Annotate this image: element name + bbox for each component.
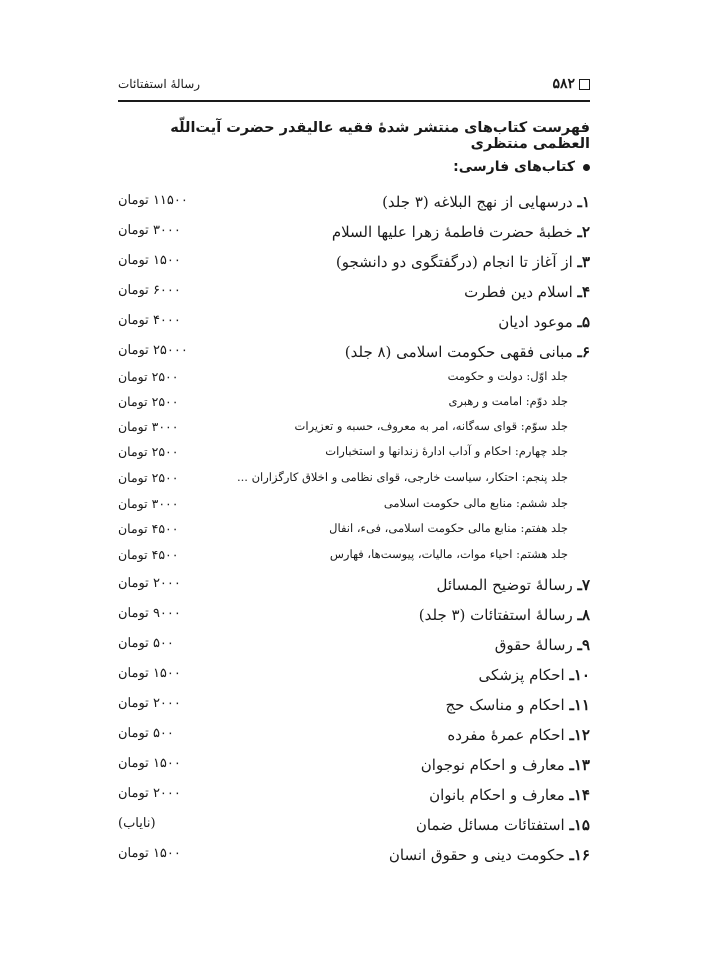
book-price [118, 816, 204, 831]
price-amount: ۱۱۵۰۰ [152, 193, 188, 208]
book-price [118, 313, 201, 328]
price-unit: تومان [118, 470, 148, 485]
price-amount: ۵۰۰ [152, 636, 174, 651]
price-amount: ۲۰۰۰ [152, 786, 181, 801]
price-unit: تومان [118, 193, 149, 208]
price-amount: ۱۵۰۰ [152, 846, 181, 861]
price-unit: (نایاب) [118, 816, 156, 831]
page-number [552, 76, 590, 92]
volume-title: جلد سوّم: قوای سه‌گانه، امر به معروف، حسبه و تعزیرات [294, 419, 568, 433]
header-rule [118, 100, 590, 102]
price-amount: ۳۰۰۰ [151, 419, 179, 434]
price-unit: تومان [118, 756, 149, 771]
book-title [436, 576, 590, 594]
book-number: ۷ـ [577, 576, 590, 594]
book-title [389, 846, 590, 864]
book-title [419, 606, 590, 624]
volume-price [118, 547, 200, 562]
price-amount: ۲۰۰۰ [152, 576, 181, 591]
price-amount: ۶۰۰۰ [152, 283, 181, 298]
book-price [118, 223, 201, 238]
volume-price [118, 369, 200, 384]
book-price [118, 756, 201, 771]
book-title-text: احکام پزشکی [478, 666, 565, 684]
price-unit: تومان [118, 786, 149, 801]
price-amount: ۱۵۰۰ [152, 666, 181, 681]
volume-price [118, 394, 200, 409]
book-title [336, 253, 590, 271]
book-title-text: رسالهٔ استفتائات (۳ جلد) [418, 606, 573, 624]
price-unit: تومان [118, 283, 149, 298]
book-title [332, 223, 590, 241]
book-title-text: حکومت دینی و حقوق انسان [388, 846, 565, 864]
book-title-text: احکام عمرهٔ مفرده [447, 726, 565, 744]
book-price [118, 253, 201, 268]
price-unit: تومان [118, 576, 149, 591]
book-title-text: خطبهٔ حضرت فاطمهٔ زهرا عليها السلام [331, 223, 573, 241]
price-amount: ۲۵۰۰ [151, 444, 179, 459]
book-title-text: احکام و مناسک حج [445, 696, 565, 714]
volume-title: جلد چهارم: احکام و آداب ادارهٔ زندانها و استخبارات [325, 444, 568, 458]
price-unit: تومان [118, 636, 149, 651]
price-unit: تومان [118, 223, 149, 238]
price-amount: ۹۰۰۰ [152, 606, 181, 621]
book-number: ۹ـ [577, 636, 590, 654]
price-unit: تومان [118, 496, 148, 511]
book-number: ۲ـ [577, 223, 590, 241]
book-title [479, 666, 590, 684]
volume-title: جلد ششم: منابع مالی حکومت اسلامی [383, 496, 568, 510]
book-title-text: معارف و احکام بانوان [429, 786, 565, 804]
book-number: ۵ـ [577, 313, 590, 331]
price-amount: ۲۰۰۰ [152, 696, 181, 711]
book-number: ۱۵ـ [569, 816, 590, 834]
book-price [118, 343, 201, 358]
price-unit: تومان [118, 343, 149, 358]
book-number: ۱۴ـ [569, 786, 590, 804]
volume-title: جلد پنجم: احتکار، سیاست خارجی، قوای نظامی و اخلاق کارگزاران ... [236, 470, 568, 484]
book-price [118, 726, 201, 741]
book-number: ۱۰ـ [569, 666, 590, 684]
book-title-text: معارف و احکام نوجوان [420, 756, 565, 774]
volume-price [118, 496, 200, 511]
book-number: ۱۳ـ [569, 756, 590, 774]
price-amount: ۴۵۰۰ [151, 521, 179, 536]
book-number: ۱۲ـ [569, 726, 590, 744]
price-amount: ۳۰۰۰ [152, 223, 181, 238]
book-title-text: استفتائات مسائل ضمان [415, 816, 565, 834]
square-icon [579, 79, 590, 90]
price-amount: ۴۰۰۰ [152, 313, 181, 328]
book-price [118, 576, 201, 591]
volume-title: جلد هفتم: منابع مالی حکومت اسلامی، فیء، انفال [329, 521, 568, 535]
book-title [345, 343, 590, 361]
price-unit: تومان [118, 521, 148, 536]
book-number: ۱۶ـ [569, 846, 590, 864]
book-title [498, 313, 590, 331]
price-unit: تومان [118, 696, 149, 711]
book-price [118, 786, 201, 801]
price-unit: تومان [118, 726, 149, 741]
volume-price [118, 521, 200, 536]
book-title-text: موعود ادیان [498, 313, 573, 331]
book-title [421, 756, 590, 774]
book-number: ۱۱ـ [569, 696, 590, 714]
book-title-text: از آغاز تا انجام (درگفتگوی دو دانشجو) [335, 253, 573, 271]
page-title: فهرست کتاب‌های منتشر شدهٔ فقیه عالیقدر حضرت آیت‌اللّه العظمی منتظری [170, 120, 590, 152]
book-title [447, 726, 590, 744]
book-number: ۴ـ [577, 283, 590, 301]
price-amount: ۱۵۰۰ [152, 253, 181, 268]
book-number: ۳ـ [577, 253, 590, 271]
book-number: ۸ـ [577, 606, 590, 624]
price-unit: تومان [118, 444, 148, 459]
bullet-icon [583, 164, 590, 171]
book-price [118, 666, 201, 681]
book-title [445, 696, 590, 714]
price-unit: تومان [118, 606, 149, 621]
price-amount: ۳۰۰۰ [151, 496, 179, 511]
price-unit: تومان [118, 666, 149, 681]
price-amount: ۵۰۰ [152, 726, 174, 741]
price-unit: تومان [118, 394, 148, 409]
price-amount: ۲۵۰۰ [151, 394, 179, 409]
price-unit: تومان [118, 547, 148, 562]
price-amount: ۴۵۰۰ [151, 547, 179, 562]
volume-title: جلد دوّم: امامت و رهبری [448, 394, 568, 408]
book-title [464, 283, 590, 301]
book-price [118, 283, 201, 298]
volume-title: جلد هشتم: احیاء موات، مالیات، پیوست‌ها، فهارس [329, 547, 568, 561]
book-title [495, 636, 590, 654]
price-unit: تومان [118, 313, 149, 328]
book-title-text: رسالهٔ توضیح المسائل [436, 576, 573, 594]
price-amount: ۲۵۰۰ [151, 470, 179, 485]
book-title [429, 786, 590, 804]
volume-price [118, 470, 200, 485]
volume-title: جلد اوّل: دولت و حکومت [447, 369, 568, 383]
volume-price [118, 444, 200, 459]
price-amount: ۱۵۰۰ [152, 756, 181, 771]
running-title: رسالهٔ استفتائات [118, 77, 201, 91]
price-amount: ۲۵۰۰ [151, 369, 179, 384]
book-title-text: درسهایی از نهج البلاغه (۳ جلد) [382, 193, 573, 211]
price-unit: تومان [118, 419, 148, 434]
price-unit: تومان [118, 253, 149, 268]
section-heading [118, 159, 590, 175]
page-number-text: ۵۸۲ [552, 76, 575, 92]
price-amount: ۲۵۰۰۰ [152, 343, 188, 358]
book-number: ۱ـ [577, 193, 590, 211]
section-label: کتاب‌های فارسی: [453, 159, 575, 175]
book-title-text: رسالهٔ حقوق [494, 636, 573, 654]
book-title [382, 193, 590, 211]
book-price [118, 696, 201, 711]
book-title-text: اسلام دین فطرت [464, 283, 573, 301]
book-title [416, 816, 590, 834]
volume-price [118, 419, 200, 434]
book-price [118, 846, 201, 861]
book-title-text: مبانی فقهی حکومت اسلامی (۸ جلد) [344, 343, 573, 361]
price-unit: تومان [118, 846, 149, 861]
book-price [118, 636, 201, 651]
book-number: ۶ـ [577, 343, 590, 361]
running-header [118, 70, 590, 98]
book-price [118, 606, 201, 621]
price-unit: تومان [118, 369, 148, 384]
book-price [118, 193, 201, 208]
